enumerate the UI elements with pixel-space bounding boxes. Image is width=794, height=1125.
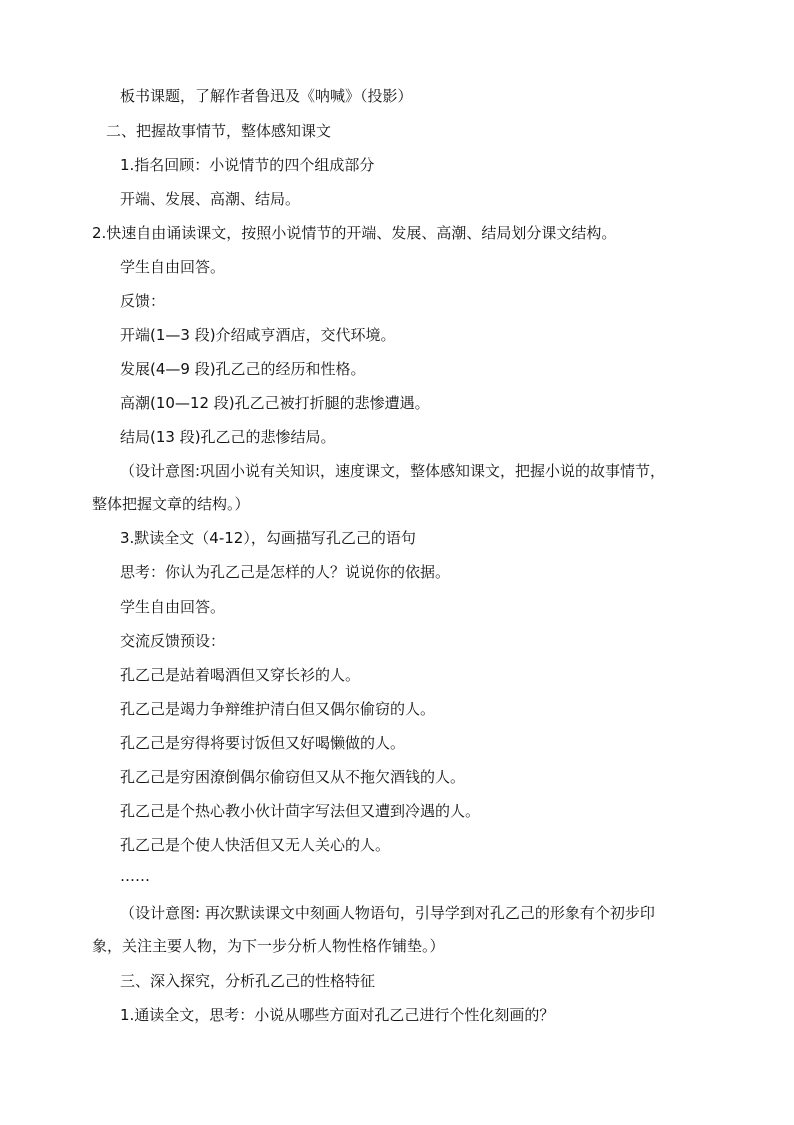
text-line-4: 开端、发展、高潮、结局。 bbox=[120, 190, 301, 208]
text-line-6: 学生自由回答。 bbox=[120, 258, 226, 276]
text-line-17: 交流反馈预设： bbox=[120, 632, 226, 650]
text-line-7: 反馈： bbox=[120, 292, 166, 310]
text-line-9: 发展(4—9 段)孔乙己的经历和性格。 bbox=[120, 360, 366, 378]
design-note-3: （设计意图: 再次默读课文中刻画人物语句，引导学到对孔乙己的形象有个初步印 bbox=[120, 904, 655, 922]
section-heading-3: 三、深入探究，分析孔乙己的性格特征 bbox=[120, 972, 376, 990]
text-line-19: 孔乙己是竭力争辩维护清白但又偶尔偷窃的人。 bbox=[120, 700, 436, 718]
text-line-10: 高潮(10—12 段)孔乙己被打折腿的悲惨遭遇。 bbox=[120, 394, 430, 412]
text-line-1: 板书课题，了解作者鲁迅及《呐喊》（投影） bbox=[120, 87, 413, 105]
text-line-3: 1.指名回顾：小说情节的四个组成部分 bbox=[120, 156, 375, 174]
ellipsis-line: …… bbox=[120, 867, 150, 885]
section-heading-2: 二、把握故事情节，整体感知课文 bbox=[106, 122, 332, 140]
text-line-8: 开端(1—3 段)介绍咸亨酒店，交代环境。 bbox=[120, 326, 396, 344]
text-line-22: 孔乙己是个热心教小伙计茴字写法但又遭到冷遇的人。 bbox=[120, 802, 481, 820]
text-line-20: 孔乙己是穷得将要讨饭但又好喝懒做的人。 bbox=[120, 734, 406, 752]
text-line-11: 结局(13 段)孔乙己的悲惨结局。 bbox=[120, 428, 336, 446]
text-line-16: 学生自由回答。 bbox=[120, 598, 226, 616]
text-line-21: 孔乙己是穷困潦倒偶尔偷窃但又从不拖欠酒钱的人。 bbox=[120, 768, 466, 786]
design-note-1: （设计意图:巩固小说有关知识，速度课文，整体感知课文，把握小说的故事情节， bbox=[120, 462, 666, 480]
text-line-14: 3.默读全文（4-12），勾画描写孔乙己的语句 bbox=[120, 529, 416, 547]
text-line-5: 2.快速自由诵读课文，按照小说情节的开端、发展、高潮、结局划分课文结构。 bbox=[92, 224, 617, 242]
design-note-4: 象，关注主要人物，为下一步分析人物性格作铺垫。） bbox=[92, 937, 445, 955]
design-note-2: 整体把握文章的结构。） bbox=[92, 495, 250, 513]
text-line-23: 孔乙己是个使人快活但又无人关心的人。 bbox=[120, 836, 391, 854]
text-line-15: 思考：你认为孔乙己是怎样的人？说说你的依据。 bbox=[120, 563, 451, 581]
text-line-28: 1.通读全文，思考：小说从哪些方面对孔乙己进行个性化刻画的？ bbox=[120, 1006, 555, 1024]
text-line-18: 孔乙己是站着喝酒但又穿长衫的人。 bbox=[120, 666, 361, 684]
